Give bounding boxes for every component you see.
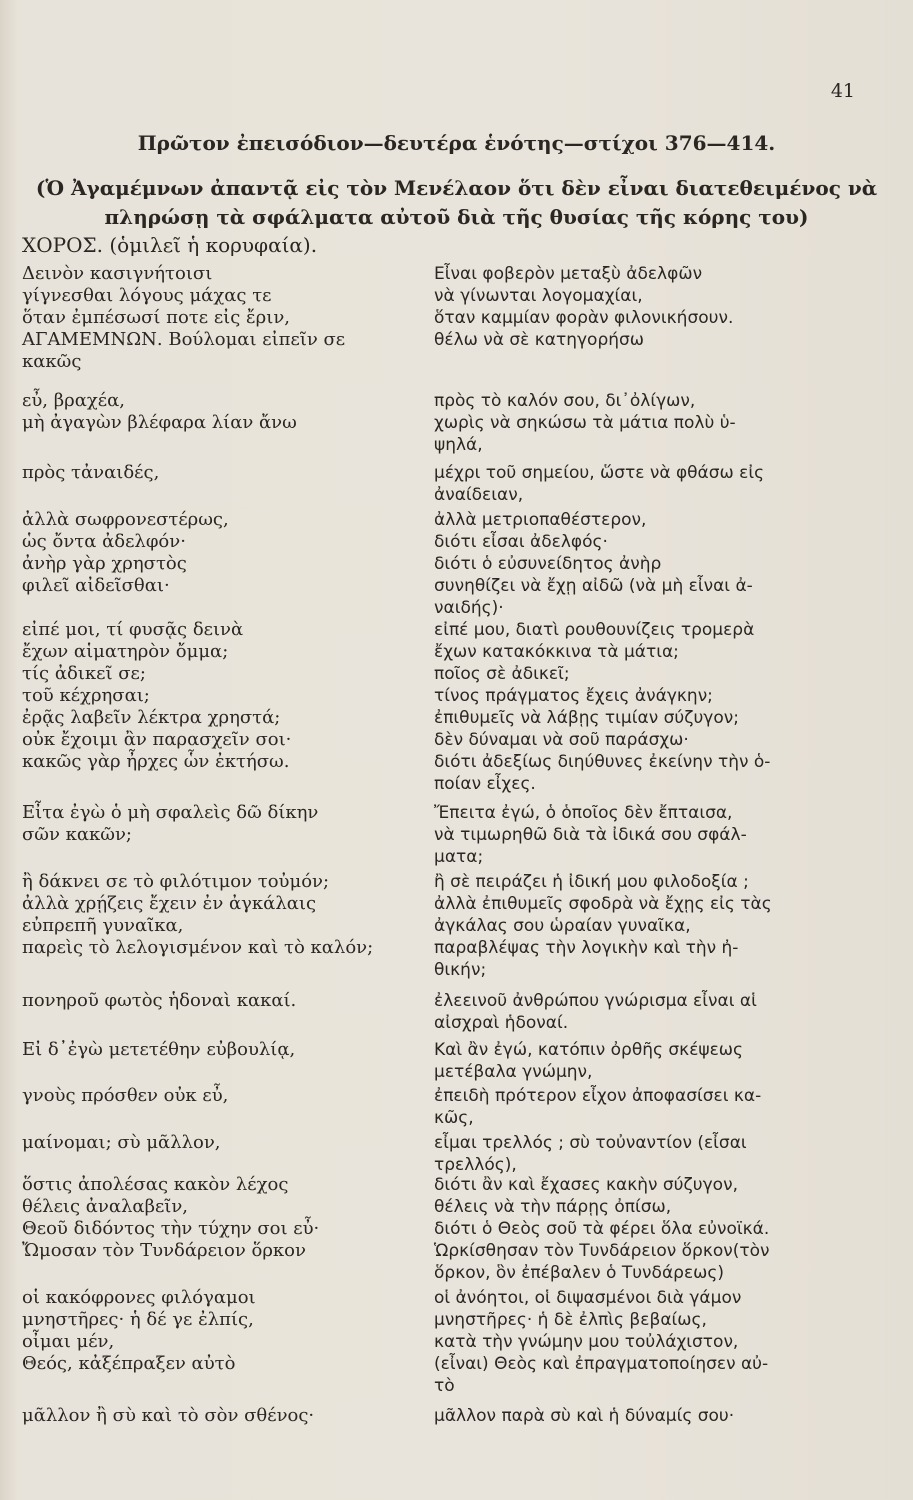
right-line: ματα; bbox=[434, 847, 484, 867]
left-line: ἀλλὰ χρῄζεις ἔχειν ἐν ἀγκάλαις bbox=[22, 893, 317, 914]
right-line: διότι ἂν καὶ ἔχασες κακὴν σύζυγον, bbox=[434, 1175, 738, 1195]
right-passage bbox=[434, 990, 757, 1034]
right-line: εἰπέ μου, διατὶ ρουθουνίζεις τρομερὰ bbox=[434, 620, 755, 640]
left-line: μὴ ἀγαγὼν βλέφαρα λίαν ἄνω bbox=[22, 412, 297, 433]
left-line: ἐρᾷς λαβεῖν λέκτρα χρηστά; bbox=[22, 707, 281, 728]
right-line: παραβλέψας τὴν λογικὴν καὶ τὴν ἠ- bbox=[434, 938, 739, 958]
right-line: νὰ γίνωνται λογομαχίαι, bbox=[434, 286, 643, 306]
right-line: κατὰ τὴν γνώμην μου τοὐλάχιστον, bbox=[434, 1332, 739, 1352]
right-line: ναιδής)· bbox=[434, 598, 504, 618]
left-line: Εἶτα ἐγὼ ὁ μὴ σφαλεὶς δῶ δίκην bbox=[22, 802, 319, 823]
left-line: ἔχων αἱματηρὸν ὄμμα; bbox=[22, 641, 229, 662]
right-passage bbox=[434, 802, 747, 868]
right-line: ἢ σὲ πειράζει ἡ ἰδική μου φιλοδοξία ; bbox=[434, 872, 749, 892]
left-passage bbox=[22, 462, 159, 484]
left-line: Θεός, κἀξέπραξεν αὐτὸ bbox=[22, 1353, 236, 1374]
left-passage bbox=[22, 390, 297, 434]
left-passage bbox=[22, 1174, 319, 1262]
left-passage bbox=[22, 990, 296, 1012]
right-passage bbox=[434, 1287, 768, 1397]
right-passage bbox=[434, 619, 770, 795]
right-line: ποῖος σὲ ἀδικεῖ; bbox=[434, 664, 570, 684]
left-line: μαίνομαι; σὺ μᾶλλον, bbox=[22, 1132, 221, 1153]
right-line: Ἔπειτα ἐγώ, ὁ ὁποῖος δὲν ἔπταισα, bbox=[434, 803, 733, 823]
right-line: θέλεις νὰ τὴν πάρῃς ὀπίσω, bbox=[434, 1197, 672, 1217]
left-line: Εἰ δ᾽ἐγὼ μετετέθην εὐβουλίᾳ, bbox=[22, 1039, 296, 1060]
right-line: ποίαν εἶχες. bbox=[434, 774, 536, 794]
right-line: νὰ τιμωρηθῶ διὰ τὰ ἰδικά σου σφάλ- bbox=[434, 825, 747, 845]
left-line: κακῶς γὰρ ἦρχες ὧν ἐκτήσω. bbox=[22, 751, 290, 772]
right-line: τίνος πράγματος ἔχεις ἀνάγκην; bbox=[434, 686, 713, 706]
left-line: τίς ἀδικεῖ σε; bbox=[22, 663, 146, 684]
left-line: ἀνὴρ γὰρ χρηστὸς bbox=[22, 553, 187, 574]
right-passage bbox=[434, 462, 764, 506]
left-line: ὅταν ἐμπέσωσί ποτε εἰς ἔριν, bbox=[22, 307, 290, 328]
left-line: οὐκ ἔχοιμι ἂν παρασχεῖν σοι· bbox=[22, 729, 292, 750]
right-line: μᾶλλον παρὰ σὺ καὶ ἡ δύναμίς σου· bbox=[434, 1406, 735, 1426]
right-passage bbox=[434, 509, 753, 619]
left-line: γίγνεσθαι λόγους μάχας τε bbox=[22, 285, 272, 306]
right-line: εἶμαι τρελλός ; σὺ τοὐναντίον (εἶσαι bbox=[434, 1133, 747, 1153]
left-line: εὖ, βραχέα, bbox=[22, 390, 125, 411]
right-line: διότι ὁ Θεὸς σοῦ τὰ φέρει ὅλα εὐνοϊκά. bbox=[434, 1219, 770, 1239]
right-passage bbox=[434, 871, 772, 981]
right-line: ἐπιθυμεῖς νὰ λάβῃς τιμίαν σύζυγον; bbox=[434, 708, 739, 728]
left-line: μνηστῆρες· ἡ δέ γε ἐλπίς, bbox=[22, 1309, 254, 1330]
left-line: Θεοῦ διδόντος τὴν τύχην σοι εὖ· bbox=[22, 1218, 320, 1239]
speaker-chorus: ΧΟΡΟΣ. (ὁμιλεῖ ἡ κορυφαία). bbox=[22, 233, 318, 257]
left-passage bbox=[22, 619, 291, 773]
right-line: τρελλός), bbox=[434, 1155, 517, 1175]
right-line: ἔχων κατακόκκινα τὰ μάτια; bbox=[434, 642, 679, 662]
right-line: Καὶ ἂν ἐγώ, κατόπιν ὀρθῆς σκέψεως bbox=[434, 1040, 744, 1060]
left-line: ὅστις ἀπολέσας κακὸν λέχος bbox=[22, 1174, 289, 1195]
left-line: γνοὺς πρόσθεν οὐκ εὖ, bbox=[22, 1085, 229, 1106]
left-passage bbox=[22, 1405, 314, 1427]
right-line: μνηστῆρες· ἡ δὲ ἐλπὶς βεβαίως, bbox=[434, 1310, 707, 1330]
right-line: ἀλλὰ μετριοπαθέστερον, bbox=[434, 510, 647, 530]
right-passage bbox=[434, 1174, 770, 1284]
left-line: εἰπέ μοι, τί φυσᾷς δεινὰ bbox=[22, 619, 244, 640]
summary-line-2: πληρώσῃ τὰ σφάλματα αὐτοῦ διὰ τῆς θυσίας τῆς κόρης του) bbox=[104, 205, 809, 229]
right-line: Ὡρκίσθησαν τὸν Τυνδάρειον ὅρκον(τὸν bbox=[434, 1241, 770, 1261]
right-line: μετέβαλα γνώμην, bbox=[434, 1062, 593, 1082]
left-line: Δεινὸν κασιγνήτοισι bbox=[22, 263, 213, 284]
left-line: οἶμαι μέν, bbox=[22, 1331, 115, 1352]
left-line: θέλεις ἀναλαβεῖν, bbox=[22, 1196, 189, 1217]
right-line: πρὸς τὸ καλόν σου, δι᾽ὀλίγων, bbox=[434, 391, 696, 411]
left-passage bbox=[22, 1132, 221, 1154]
right-passage bbox=[434, 390, 736, 456]
right-passage bbox=[434, 1405, 734, 1427]
left-line: ἀλλὰ σωφρονεστέρως, bbox=[22, 509, 229, 530]
right-passage bbox=[434, 1039, 743, 1083]
left-line: πονηροῦ φωτὸς ἡδοναὶ κακαί. bbox=[22, 990, 297, 1011]
right-line: ἀναίδειαν, bbox=[434, 485, 524, 505]
right-line: οἱ ἀνόητοι, οἱ διψασμένοι διὰ γάμον bbox=[434, 1288, 742, 1308]
right-passage bbox=[434, 1085, 761, 1129]
right-line: θέλω νὰ σὲ κατηγορήσω bbox=[434, 330, 645, 350]
left-line: μᾶλλον ἢ σὺ καὶ τὸ σὸν σθένος· bbox=[22, 1405, 315, 1426]
left-line: εὐπρεπῆ γυναῖκα, bbox=[22, 915, 184, 936]
left-passage bbox=[22, 1287, 256, 1375]
right-line: κῶς, bbox=[434, 1108, 474, 1128]
right-line: ἐπειδὴ πρότερον εἶχον ἀποφασίσει κα- bbox=[434, 1086, 762, 1106]
right-line: θικήν; bbox=[434, 960, 487, 980]
section-heading: Πρῶτον ἐπεισόδιον—δευτέρα ἑνότης—στίχοι 376—414. bbox=[137, 131, 776, 155]
left-passage bbox=[22, 263, 345, 373]
right-line: διότι ὁ εὐσυνείδητος ἀνὴρ bbox=[434, 554, 662, 574]
left-line: οἱ κακόφρονες φιλόγαμοι bbox=[22, 1287, 256, 1308]
right-line: συνηθίζει νὰ ἔχῃ αἰδῶ (νὰ μὴ εἶναι ἀ- bbox=[434, 576, 753, 596]
left-line: κακῶς bbox=[22, 351, 82, 372]
right-line: μέχρι τοῦ σημείου, ὥστε νὰ φθάσω εἰς bbox=[434, 463, 765, 483]
left-line: ὡς ὄντα ἀδελφόν· bbox=[22, 531, 186, 552]
right-line: διότι εἶσαι ἀδελφός· bbox=[434, 532, 608, 552]
right-line: ὅρκον, ὃν ἐπέβαλεν ὁ Τυνδάρεως) bbox=[434, 1263, 724, 1283]
right-line: Εἶναι φοβερὸν μεταξὺ ἀδελφῶν bbox=[434, 264, 703, 284]
right-line: (εἶναι) Θεὸς καὶ ἐπραγματοποίησεν αὐ- bbox=[434, 1354, 769, 1374]
right-line: ἐλεεινοῦ ἀνθρώπου γνώρισμα εἶναι αἱ bbox=[434, 991, 757, 1011]
left-line: φιλεῖ αἰδεῖσθαι· bbox=[22, 575, 170, 596]
right-line: διότι ἀδεξίως διηύθυνες ἐκείνην τὴν ὁ- bbox=[434, 752, 771, 772]
right-line: ὅταν καμμίαν φορὰν φιλονικήσουν. bbox=[434, 308, 734, 328]
left-line: παρεὶς τὸ λελογισμένον καὶ τὸ καλόν; bbox=[22, 937, 374, 958]
right-line: ἀλλὰ ἐπιθυμεῖς σφοδρὰ νὰ ἔχῃς εἰς τὰς bbox=[434, 894, 772, 914]
right-line: δὲν δύναμαι νὰ σοῦ παράσχω· bbox=[434, 730, 689, 750]
right-passage bbox=[434, 1132, 747, 1176]
left-passage bbox=[22, 509, 229, 597]
right-line: ἀγκάλας σου ὡραίαν γυναῖκα, bbox=[434, 916, 691, 936]
summary-line-1: (Ὁ Ἀγαμέμνων ἀπαντᾷ εἰς τὸν Μενέλαον ὅτι δὲν εἶναι διατεθειμένος νὰ bbox=[35, 176, 878, 200]
left-line: τοῦ κέχρησαι; bbox=[22, 685, 150, 706]
left-line: πρὸς τἀναιδές, bbox=[22, 462, 160, 483]
left-line: ἢ δάκνει σε τὸ φιλότιμον τοὐμόν; bbox=[22, 871, 330, 892]
left-passage bbox=[22, 871, 373, 959]
left-line: ΑΓΑΜΕΜΝΩΝ. Βούλομαι εἰπεῖν σε bbox=[22, 329, 346, 350]
left-passage bbox=[22, 1039, 295, 1061]
left-passage bbox=[22, 1085, 228, 1107]
right-passage bbox=[434, 263, 733, 351]
right-line: χωρὶς νὰ σηκώσω τὰ μάτια πολὺ ὑ- bbox=[434, 413, 736, 433]
right-line: ψηλά, bbox=[434, 435, 483, 455]
right-line: αἰσχραὶ ἡδοναί. bbox=[434, 1013, 569, 1033]
left-line: Ὤμοσαν τὸν Τυνδάρειον ὅρκον bbox=[22, 1240, 306, 1261]
left-passage bbox=[22, 802, 318, 846]
page-number: 41 bbox=[830, 80, 855, 102]
right-line: τὸ bbox=[434, 1376, 455, 1396]
left-line: σῶν κακῶν; bbox=[22, 824, 132, 845]
